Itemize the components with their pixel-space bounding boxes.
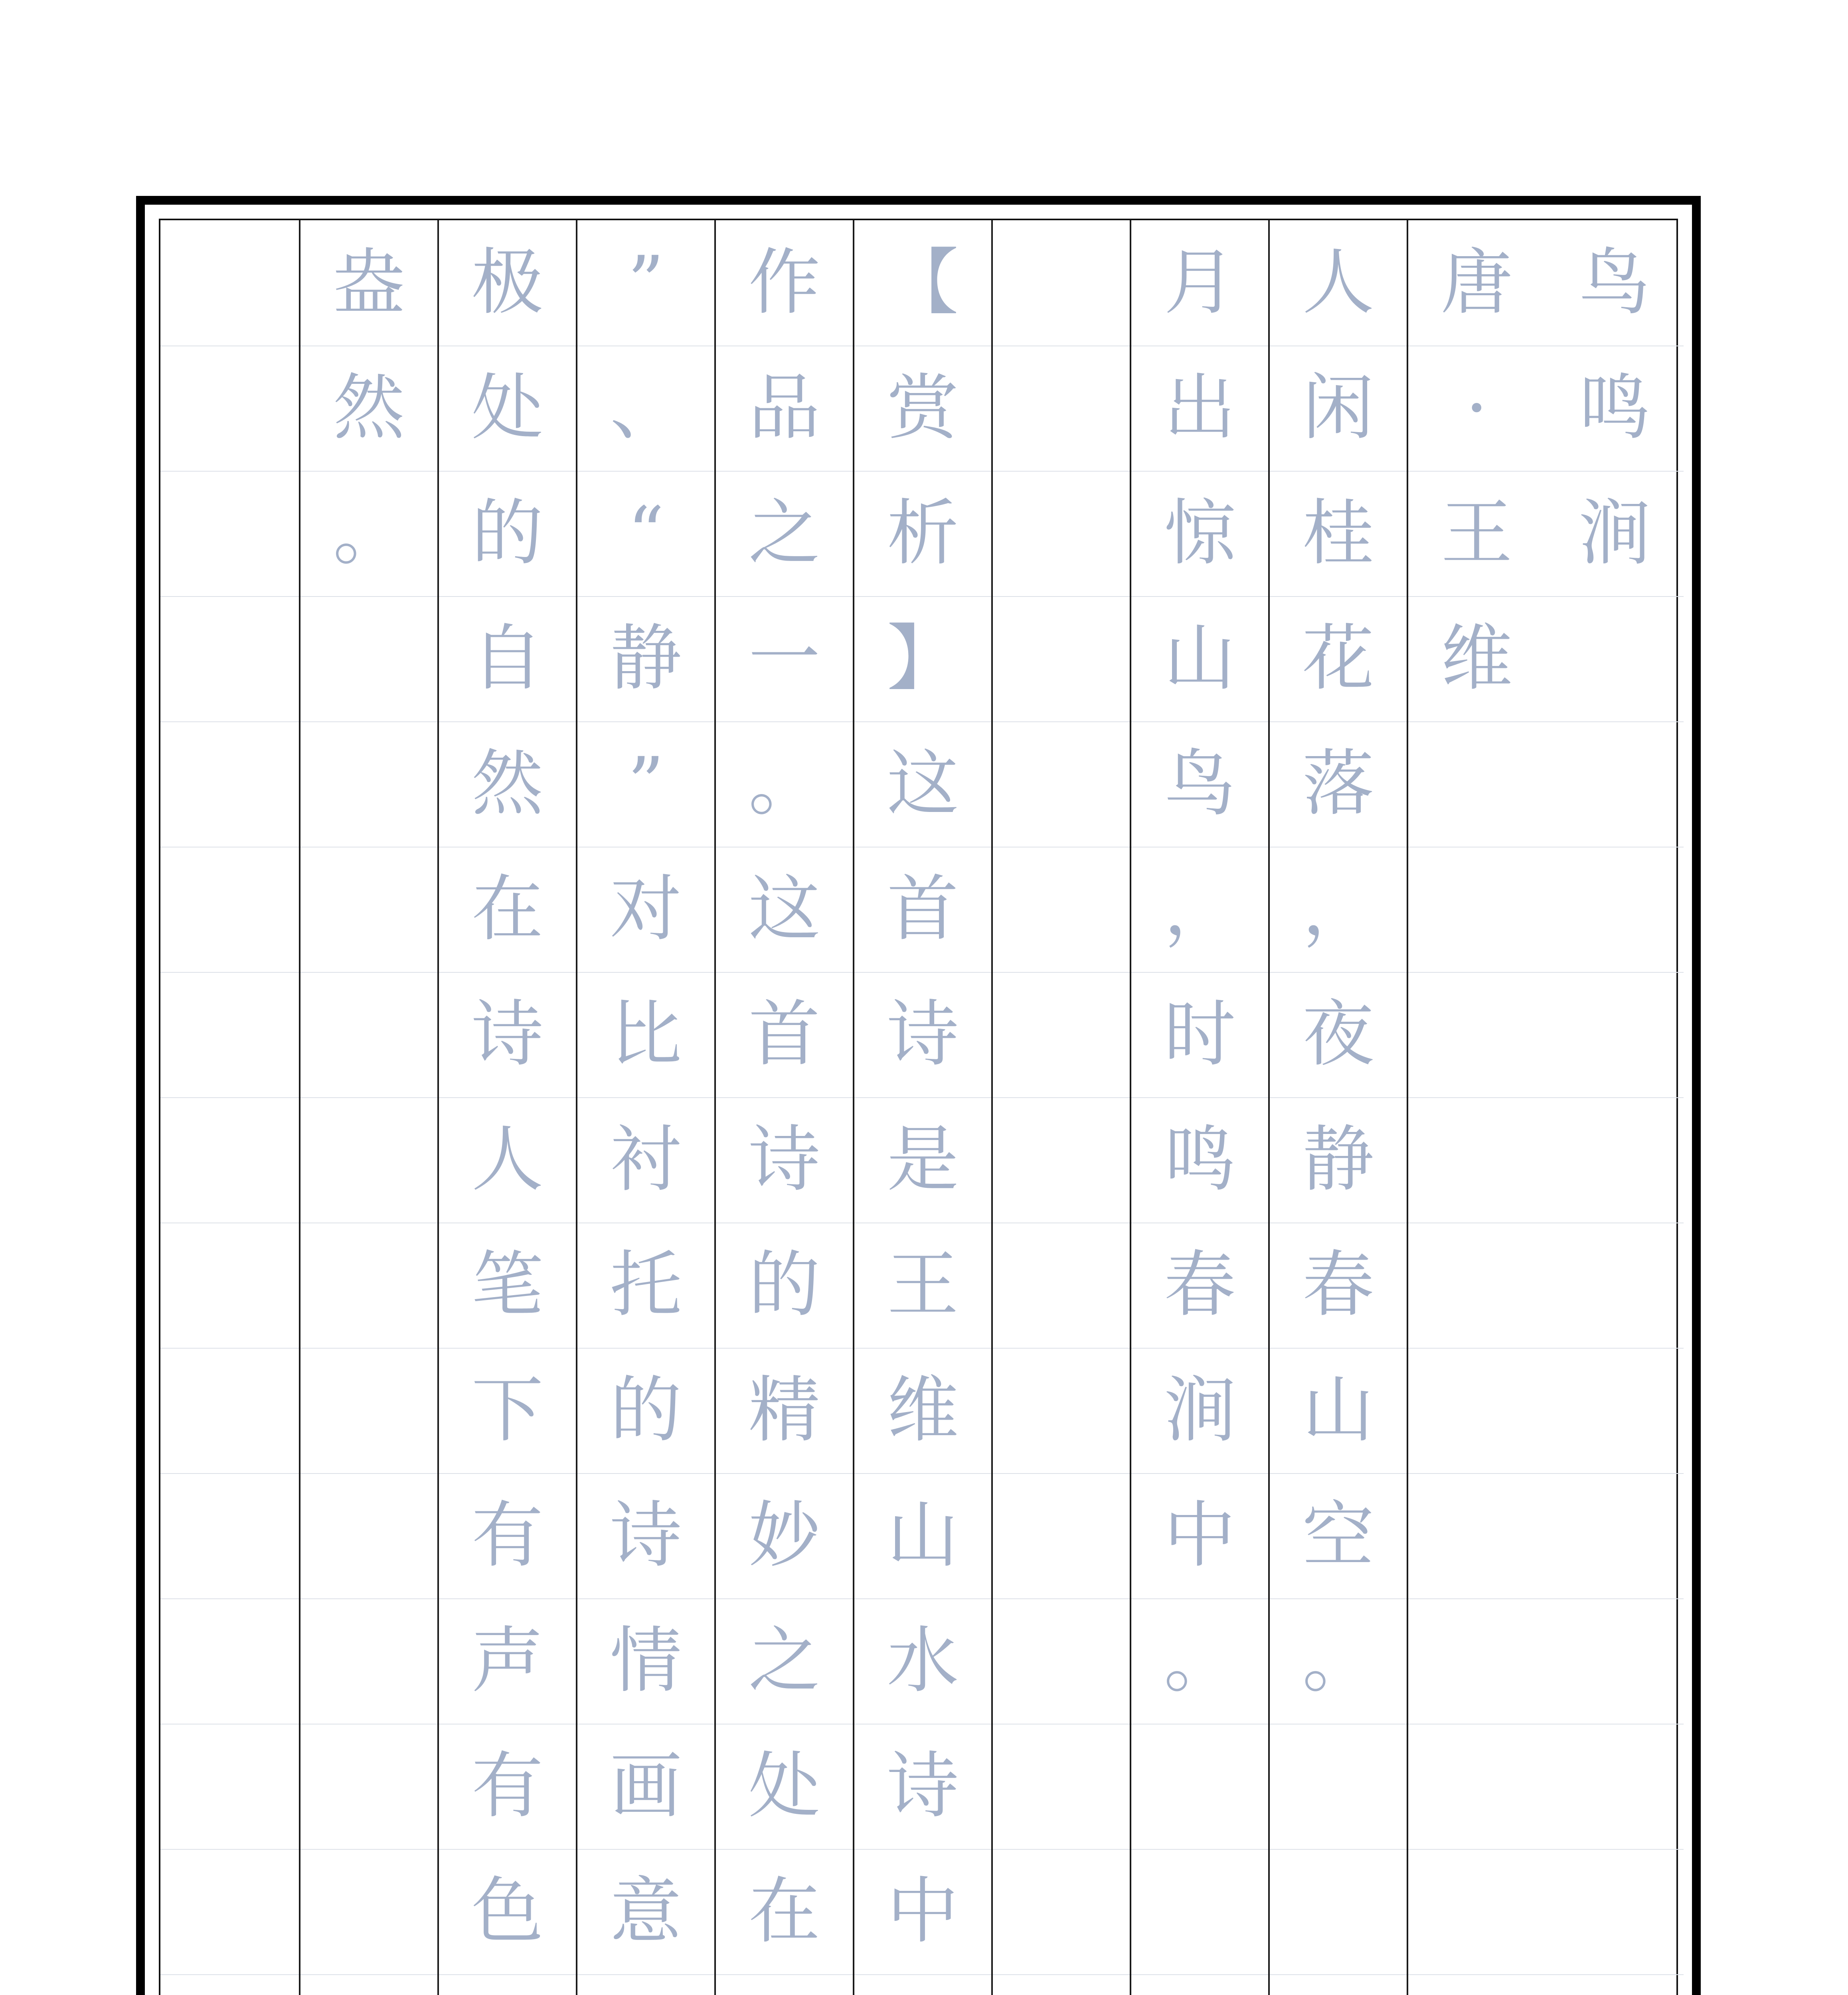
grid-guide: [1408, 1348, 1545, 1349]
character-cell: 下: [471, 1369, 544, 1452]
character-cell: 静: [1302, 1118, 1374, 1201]
character-cell: ，: [1164, 867, 1236, 951]
character-cell: 春: [1302, 1243, 1374, 1327]
character-cell: 妙: [748, 1494, 820, 1577]
character-cell: 王: [1441, 492, 1513, 575]
character-cell: 品: [748, 366, 820, 450]
character-cell: 水: [887, 1619, 959, 1703]
character-cell: ，: [1302, 867, 1374, 951]
character-cell: 在: [748, 1870, 820, 1953]
character-cell: 鸟: [1164, 742, 1236, 826]
manuscript-grid: [159, 219, 1678, 1995]
grid-guide: [1408, 1097, 1545, 1098]
grid-guide: [300, 1473, 437, 1474]
text-column: [160, 220, 299, 1995]
character-cell: 诗: [471, 993, 544, 1076]
writing-sheet: [136, 196, 1701, 1995]
character-cell: 笔: [471, 1243, 544, 1327]
grid-guide: [993, 1348, 1130, 1349]
character-cell: 这: [748, 867, 820, 951]
character-cell: [577, 1974, 714, 1995]
character-cell: 诗: [610, 1494, 682, 1577]
grid-guide: [300, 1097, 437, 1098]
character-cell: 桂: [1302, 492, 1374, 575]
character-cell: 王: [887, 1243, 959, 1327]
text-column: [1130, 220, 1268, 1995]
grid-guide: [993, 721, 1130, 722]
character-cell: 之: [748, 492, 820, 575]
character-cell: 维: [1441, 617, 1513, 700]
character-cell: 析: [887, 492, 959, 575]
character-cell: 精: [748, 1369, 820, 1452]
character-cell: 夜: [1302, 993, 1374, 1076]
character-cell: 诗: [748, 1118, 820, 1201]
character-cell: 色: [471, 1870, 544, 1953]
character-cell: 山: [1164, 617, 1236, 700]
grid-guide: [160, 972, 299, 973]
character-cell: 的: [471, 492, 544, 575]
character-cell: 涧: [1578, 492, 1650, 575]
character-cell: 人: [471, 1118, 544, 1201]
grid-guide: [160, 721, 299, 722]
character-cell: 比: [610, 993, 682, 1076]
grid-guide: [993, 972, 1130, 973]
character-cell: 的: [748, 1243, 820, 1327]
character-cell: 极: [471, 241, 544, 324]
character-cell: 然: [471, 742, 544, 826]
character-cell: 对: [610, 867, 682, 951]
character-cell: 闲: [1302, 366, 1374, 450]
grid-guide: [1545, 1849, 1684, 1850]
grid-guide: [1408, 1849, 1545, 1850]
text-column: [991, 220, 1130, 1995]
grid-guide: [1545, 1097, 1684, 1098]
grid-guide: [160, 1598, 299, 1599]
character-cell: ·: [1465, 366, 1488, 450]
character-cell: 意: [610, 1870, 682, 1953]
grid-guide: [993, 1598, 1130, 1599]
grid-guide: [993, 1097, 1130, 1098]
grid-guide: [1545, 1598, 1684, 1599]
character-cell: 鸣: [1578, 366, 1650, 450]
character-cell: 。: [1164, 1619, 1236, 1703]
grid-guide: [1270, 1974, 1407, 1975]
character-cell: [716, 1974, 853, 1995]
grid-guide: [1131, 1974, 1268, 1975]
character-cell: 首: [748, 993, 820, 1076]
grid-guide: [160, 1473, 299, 1474]
character-cell: 处: [748, 1744, 820, 1828]
grid-guide: [993, 596, 1130, 597]
grid-guide: [160, 1974, 299, 1975]
grid-guide: [160, 471, 299, 472]
character-cell: 的: [610, 1369, 682, 1452]
character-cell: ”: [627, 241, 664, 324]
character-cell: 花: [1302, 617, 1374, 700]
character-cell: 衬: [610, 1118, 682, 1201]
character-cell: 惊: [1164, 492, 1236, 575]
character-cell: [854, 1974, 991, 1995]
grid-guide: [300, 1348, 437, 1349]
character-cell: 。: [748, 742, 820, 826]
character-cell: ”: [627, 742, 664, 826]
grid-guide: [1545, 596, 1684, 597]
grid-guide: [1131, 1849, 1268, 1850]
grid-guide: [300, 972, 437, 973]
character-cell: 】: [887, 617, 959, 700]
grid-guide: [993, 471, 1130, 472]
grid-guide: [300, 1974, 437, 1975]
grid-guide: [1408, 1974, 1545, 1975]
character-cell: 自: [471, 617, 544, 700]
character-cell: 有: [471, 1494, 544, 1577]
grid-guide: [1408, 1473, 1545, 1474]
text-column: [1268, 220, 1407, 1995]
character-cell: 作: [748, 241, 820, 324]
character-cell: 山: [1302, 1369, 1374, 1452]
character-cell: 声: [471, 1619, 544, 1703]
character-cell: 人: [1302, 241, 1374, 324]
grid-guide: [1545, 1348, 1684, 1349]
text-column: [437, 220, 576, 1995]
text-column: [1545, 220, 1684, 1995]
character-cell: 然: [333, 366, 405, 450]
character-cell: 静: [610, 617, 682, 700]
character-cell: 在: [471, 867, 544, 951]
character-cell: 涧: [1164, 1369, 1236, 1452]
grid-guide: [1545, 1473, 1684, 1474]
character-cell: 时: [1164, 993, 1236, 1076]
character-cell: 。: [333, 492, 405, 575]
grid-guide: [300, 596, 437, 597]
grid-guide: [1270, 1849, 1407, 1850]
character-cell: 、: [610, 366, 682, 450]
text-column: [576, 220, 714, 1995]
text-column: [714, 220, 853, 1995]
grid-guide: [160, 1348, 299, 1349]
character-cell: 空: [1302, 1494, 1374, 1577]
text-column: [299, 220, 437, 1995]
grid-guide: [993, 1974, 1130, 1975]
grid-guide: [1545, 1974, 1684, 1975]
grid-guide: [1545, 972, 1684, 973]
character-cell: 维: [887, 1369, 959, 1452]
character-cell: 【: [887, 241, 959, 324]
text-column: [853, 220, 991, 1995]
grid-guide: [160, 1849, 299, 1850]
character-cell: 中: [887, 1870, 959, 1953]
character-cell: 首: [887, 867, 959, 951]
character-cell: 盎: [333, 241, 405, 324]
character-cell: 诗: [887, 993, 959, 1076]
character-cell: 之: [748, 1619, 820, 1703]
character-cell: 出: [1164, 366, 1236, 450]
grid-guide: [300, 1849, 437, 1850]
grid-guide: [160, 596, 299, 597]
character-cell: 鸣: [1164, 1118, 1236, 1201]
grid-guide: [1545, 721, 1684, 722]
character-cell: 中: [1164, 1494, 1236, 1577]
grid-guide: [300, 1598, 437, 1599]
character-cell: 托: [610, 1243, 682, 1327]
character-cell: [439, 1974, 576, 1995]
grid-guide: [1408, 1598, 1545, 1599]
character-cell: 。: [1302, 1619, 1374, 1703]
character-cell: 有: [471, 1744, 544, 1828]
character-cell: 鸟: [1578, 241, 1650, 324]
grid-guide: [993, 1473, 1130, 1474]
text-column: [1407, 220, 1545, 1995]
character-cell: 落: [1302, 742, 1374, 826]
character-cell: 诗: [887, 1744, 959, 1828]
character-cell: 处: [471, 366, 544, 450]
grid-guide: [160, 1097, 299, 1098]
character-cell: 月: [1164, 241, 1236, 324]
grid-guide: [1408, 721, 1545, 722]
character-cell: “: [627, 492, 664, 575]
character-cell: 春: [1164, 1243, 1236, 1327]
grid-guide: [1408, 972, 1545, 973]
character-cell: 是: [887, 1118, 959, 1201]
character-cell: 情: [610, 1619, 682, 1703]
character-cell: 一: [748, 617, 820, 700]
grid-guide: [993, 1849, 1130, 1850]
character-cell: 唐: [1441, 241, 1513, 324]
character-cell: 赏: [887, 366, 959, 450]
character-cell: 这: [887, 742, 959, 826]
character-cell: 画: [610, 1744, 682, 1828]
character-cell: 山: [887, 1494, 959, 1577]
grid-guide: [300, 721, 437, 722]
